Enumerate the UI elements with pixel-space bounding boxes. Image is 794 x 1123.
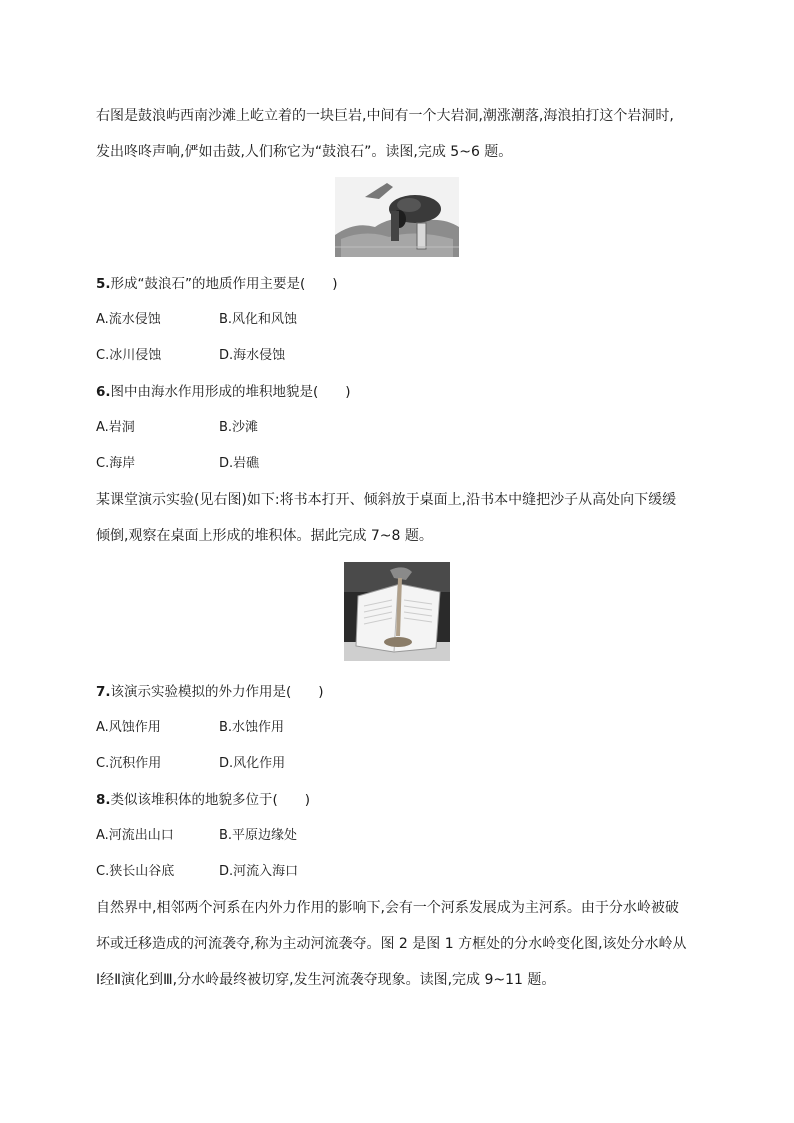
question-5-option-a: A.流水侵蚀 <box>96 312 161 327</box>
question-7-option-c: C.沉积作用 <box>96 756 162 771</box>
intro-1-line-2: 发出咚咚声响,俨如击鼓,人们称它为“鼓浪石”。读图,完成 5~6 题。 <box>96 144 513 160</box>
intro-paragraph-1 <box>96 98 696 170</box>
question-6-option-d: D.岩礁 <box>219 456 260 471</box>
intro-1-line-1: 右图是鼓浪屿西南沙滩上屹立着的一块巨岩,中间有一个大岩洞,潮涨潮落,海浪拍打这个岩洞时, <box>96 108 674 124</box>
question-6-option-c: C.海岸 <box>96 456 136 471</box>
intro-paragraph-2 <box>96 482 696 554</box>
intro-paragraph-3 <box>96 890 696 998</box>
intro-3-line-1: 自然界中,相邻两个河系在内外力作用的影响下,会有一个河系发展成为主河系。由于分水岭被破 <box>96 900 679 916</box>
question-7-text: 该演示实验模拟的外力作用是( ) <box>110 684 324 700</box>
question-7-number: 7. <box>96 684 111 700</box>
question-7-option-d: D.风化作用 <box>219 756 286 771</box>
question-5-option-d: D.海水侵蚀 <box>219 348 286 363</box>
question-5 <box>96 275 338 293</box>
intro-2-line-2: 倾倒,观察在桌面上形成的堆积体。据此完成 7~8 题。 <box>96 528 433 544</box>
sand-experiment-photo <box>344 562 450 661</box>
question-6-text: 图中由海水作用形成的堆积地貌是( ) <box>110 384 351 400</box>
question-6-number: 6. <box>96 384 111 400</box>
question-7 <box>96 683 324 701</box>
intro-3-line-3: Ⅰ经Ⅱ演化到Ⅲ,分水岭最终被切穿,发生河流袭夺现象。读图,完成 9~11 题。 <box>96 972 556 988</box>
question-6 <box>96 383 351 401</box>
intro-3-line-2: 坏或迁移造成的河流袭夺,称为主动河流袭夺。图 2 是图 1 方框处的分水岭变化图,该处分水岭从 <box>96 936 687 952</box>
question-8-option-d: D.河流入海口 <box>219 864 299 879</box>
question-8-option-c: C.狭长山谷底 <box>96 864 175 879</box>
question-8-option-a: A.河流出山口 <box>96 828 174 843</box>
gulang-rock-photo <box>335 177 459 257</box>
question-7-option-b: B.水蚀作用 <box>219 720 285 735</box>
intro-2-line-1: 某课堂演示实验(见右图)如下:将书本打开、倾斜放于桌面上,沿书本中缝把沙子从高处向下缓缓 <box>96 492 677 508</box>
question-8-number: 8. <box>96 792 111 808</box>
question-8-text: 类似该堆积体的地貌多位于( ) <box>110 792 311 808</box>
question-8 <box>96 791 310 809</box>
question-7-option-a: A.风蚀作用 <box>96 720 161 735</box>
question-5-text: 形成“鼓浪石”的地质作用主要是( ) <box>110 276 338 292</box>
question-5-number: 5. <box>96 276 111 292</box>
question-6-option-b: B.沙滩 <box>219 420 259 435</box>
question-8-option-b: B.平原边缘处 <box>219 828 298 843</box>
question-6-option-a: A.岩洞 <box>96 420 135 435</box>
question-5-option-b: B.风化和风蚀 <box>219 312 298 327</box>
question-5-option-c: C.冰川侵蚀 <box>96 348 162 363</box>
